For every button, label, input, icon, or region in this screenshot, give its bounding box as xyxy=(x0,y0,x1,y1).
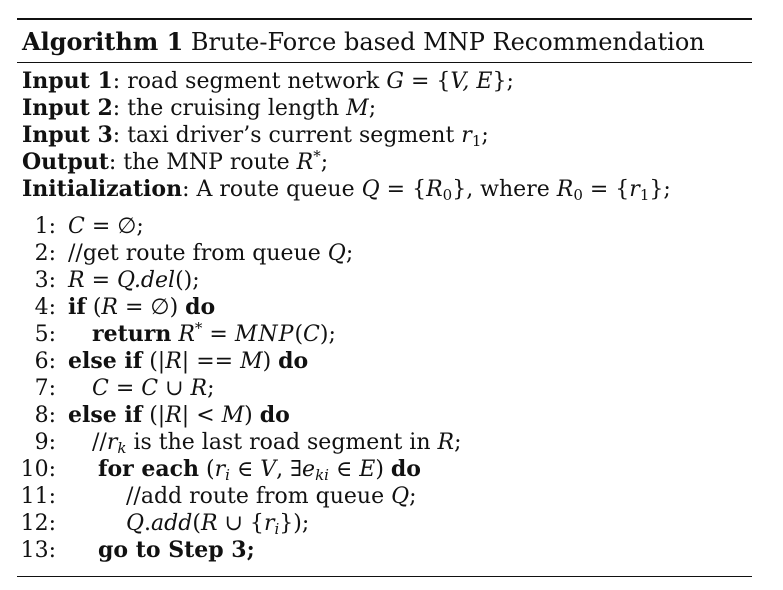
step-text: go to Step 3; xyxy=(98,537,255,563)
step-number: 2: xyxy=(34,241,56,266)
step-number: 1: xyxy=(34,214,56,239)
step-number: 5: xyxy=(34,322,56,347)
step-text: C = C ∪ R; xyxy=(92,376,215,401)
io-text: : the MNP route R*; xyxy=(108,147,329,175)
io-line-input3 xyxy=(22,122,489,149)
io-line-output xyxy=(22,149,328,176)
step-text: C = ∅; xyxy=(68,214,144,239)
io-key: Input 3 xyxy=(22,122,113,148)
io-text: : A route queue $Q = \{R_0\}$, where $R_0 = \{r_1\}$; xyxy=(182,177,671,204)
step-number: 4: xyxy=(34,295,56,320)
io-text: : road segment network G = {V, E}; xyxy=(112,69,514,94)
algorithm-name: Brute-Force based MNP Recommendation xyxy=(190,28,705,56)
step-number: 6: xyxy=(34,349,56,374)
io-text: : the cruising length M; xyxy=(112,96,377,121)
step-text: return R* = MNP(C); xyxy=(92,319,336,347)
header-rule xyxy=(17,62,752,63)
io-key: Input 1 xyxy=(22,68,113,94)
io-line-init xyxy=(22,176,671,203)
step-number: 7: xyxy=(34,376,56,401)
algorithm-title xyxy=(22,27,705,56)
io-line-input2 xyxy=(22,95,376,122)
step-text: if (R = ∅) do xyxy=(68,294,216,320)
io-line-input1 xyxy=(22,68,514,95)
top-rule xyxy=(17,18,752,20)
step-number: 11: xyxy=(20,484,56,509)
step-text: else if (|R| == M) do xyxy=(68,348,309,374)
step-text: R = Q.del(); xyxy=(68,268,200,293)
bottom-rule xyxy=(17,576,752,577)
step-number: 3: xyxy=(34,268,56,293)
algorithm-label: Algorithm 1 xyxy=(22,27,184,56)
io-key: Initialization xyxy=(22,176,183,202)
step-number: 13: xyxy=(20,538,56,563)
step-text: else if (|R| < M) do xyxy=(68,402,290,428)
step-text: for each ($r_i$ ∈ V, $\exists e_{ki}$ ∈ E) do xyxy=(98,456,421,484)
step-text: //add route from queue Q; xyxy=(126,484,417,509)
step-text: //get route from queue Q; xyxy=(68,241,354,266)
step-number: 8: xyxy=(34,403,56,428)
io-text: : taxi driver’s current segment $r_1$; xyxy=(112,123,489,150)
step-text: $//r_k$ is the last road segment in R; xyxy=(92,430,462,457)
step-number: 9: xyxy=(34,430,56,455)
step-number: 12: xyxy=(20,511,56,536)
step-text: Q.add(R ∪ $\{r_i\}$); xyxy=(126,511,310,538)
io-key: Output xyxy=(22,149,109,175)
step-number: 10: xyxy=(20,457,56,482)
io-key: Input 2 xyxy=(22,95,113,121)
